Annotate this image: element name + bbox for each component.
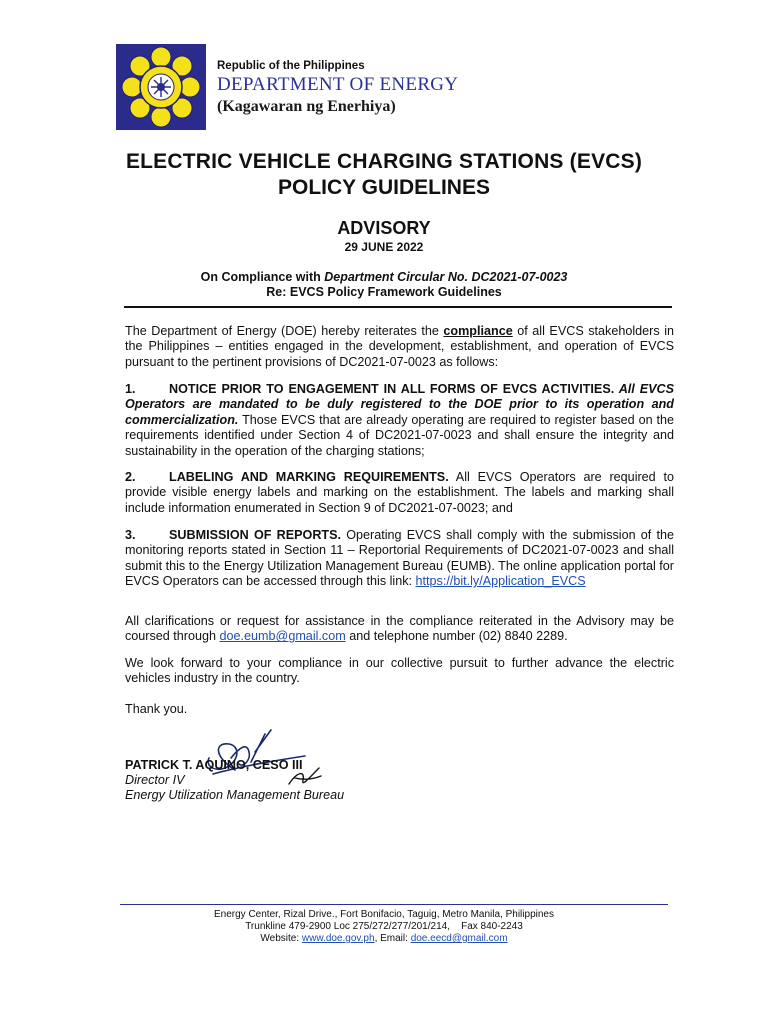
item-text: All EVCS Operators are required to provide visible energy labels and marking on the establishment. The labels and marking shall include information enumerated in Section 9 of DC2021-07-0023; and (125, 470, 674, 515)
letterhead-department-local: (Kagawaran ng Enerhiya) (217, 98, 396, 115)
email-label: , Email: (374, 933, 411, 944)
header-divider (124, 306, 672, 308)
item-heading: NOTICE PRIOR TO ENGAGEMENT IN ALL FORMS OF EVCS ACTIVITIES. (169, 382, 615, 396)
application-portal-link[interactable]: https://bit.ly/Application_EVCS (415, 574, 586, 589)
signatory-title: Director IV (125, 773, 185, 787)
item-number: 2. (125, 470, 136, 484)
subject-circular: Department Circular No. DC2021-07-0023 (324, 270, 568, 284)
intro-paragraph (125, 324, 674, 370)
item-number: 1. (125, 382, 136, 396)
footer-divider (120, 904, 668, 905)
footer-address: Energy Center, Rizal Drive., Fort Bonifacio, Taguig, Metro Manila, Philippines (214, 909, 554, 920)
subject-prefix: On Compliance with (200, 270, 325, 284)
eumb-email-link[interactable]: doe.eumb@gmail.com (219, 629, 346, 644)
website-label: Website: (260, 933, 302, 944)
thank-you: Thank you. (125, 702, 188, 716)
item-number: 3. (125, 528, 136, 542)
closing-paragraph: We look forward to your compliance in our collective pursuit to further advance the electric vehicles industry in the country. (125, 656, 674, 686)
footer-phones: Trunkline 479-2900 Loc 275/272/277/201/214, Fax 840-2243 (245, 921, 523, 932)
list-item-1 (125, 382, 674, 459)
intro-text-pre: The Department of Energy (DOE) hereby reiterates the (125, 324, 444, 338)
intro-compliance-word: compliance (443, 324, 513, 338)
letterhead-department: DEPARTMENT OF ENERGY (217, 74, 459, 95)
item-heading: SUBMISSION OF REPORTS. (169, 528, 342, 542)
document-title-line1: ELECTRIC VEHICLE CHARGING STATIONS (EVCS) (125, 150, 643, 173)
list-item-3 (125, 528, 674, 590)
item-text: Those EVCS that are already operating are required to register based on the requirements identified under Section 4 of DC2021-07-0023 and shall ensure the integrity and sustainability in the operation of the charging stations; (125, 412, 674, 458)
advisory-heading: ADVISORY (337, 218, 431, 238)
item-text: Operating EVCS shall comply with the submission of the monitoring reports stated in Section 11 – Reportorial Requirements of DC2021-07-0023 and shall submit this to the Energy Utilization Management Bureau (EUMB). The online application portal for EVCS Operators can be accessed through this link: (125, 528, 674, 589)
item-heading: LABELING AND MARKING REQUIREMENTS. (169, 470, 449, 484)
clarification-text-post: and telephone number (02) 8840 2289. (345, 629, 568, 644)
signatory-bureau: Energy Utilization Management Bureau (125, 788, 345, 802)
doe-seal-logo (116, 44, 206, 130)
signatory-name: PATRICK T. AQUINO, CESO III (125, 758, 303, 772)
intro-text-post: of all EVCS stakeholders in the Philippines – entities engaged in the development, establishment, and operation of EVCS pursuant to the pertinent provisions of DC2021-07-0023 as follows: (125, 324, 674, 369)
clarification-text-pre: All clarifications or request for assistance in the compliance reiterated in the Advisory may be coursed through (125, 614, 674, 644)
advisory-subject (0, 270, 768, 284)
footer-contact (0, 933, 768, 945)
footer-email-link[interactable]: doe.eecd@gmail.com (410, 933, 508, 944)
item-emphasis: All EVCS Operators are mandated to be duly registered to the DOE prior to its operation and commercialization. (125, 382, 674, 427)
clarification-paragraph (125, 614, 674, 645)
document-title-line2: POLICY GUIDELINES (278, 176, 490, 199)
list-item-2 (125, 470, 674, 516)
advisory-date: 29 JUNE 2022 (344, 240, 424, 254)
website-link[interactable]: www.doe.gov.ph (301, 933, 375, 944)
letterhead-republic: Republic of the Philippines (217, 60, 365, 72)
advisory-subject-re: Re: EVCS Policy Framework Guidelines (266, 285, 502, 299)
